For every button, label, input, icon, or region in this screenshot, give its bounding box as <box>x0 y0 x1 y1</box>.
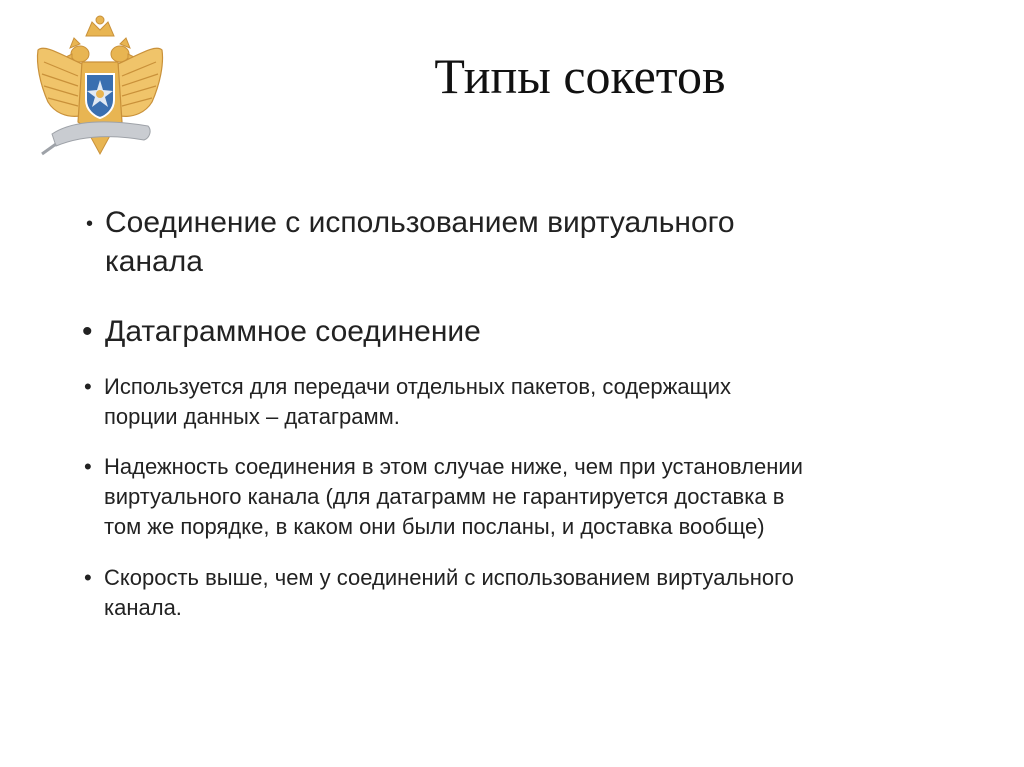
bullet-item <box>82 563 942 625</box>
bullet-text: Датаграммное соединение <box>105 315 481 348</box>
bullet-marker: • <box>86 213 94 235</box>
bullet-item <box>82 452 942 544</box>
bullet-marker: • <box>82 315 93 348</box>
bullet-item <box>82 203 902 283</box>
bullet-text: Соединение с использованием виртуального канала <box>105 206 735 278</box>
page-title: Типы сокетов <box>434 48 726 104</box>
double-headed-eagle-emblem-icon <box>30 14 170 164</box>
bullet-marker: • <box>84 565 92 590</box>
bullet-item <box>82 372 902 434</box>
bullet-text: Надежность соединения в этом случае ниже, чем при установлении виртуального канала (для датаграмм не гарантируется доставка в том же порядке, в каком они были посланы, и доставка вообще) <box>104 454 803 539</box>
bullet-text: Используется для передачи отдельных пакетов, содержащих порции данных – датаграмм. <box>104 374 731 429</box>
bullet-marker: • <box>84 454 92 479</box>
bullet-item <box>82 312 902 352</box>
bullet-marker: • <box>84 374 92 399</box>
bullet-text: Скорость выше, чем у соединений с использованием виртуального канала. <box>104 565 794 620</box>
